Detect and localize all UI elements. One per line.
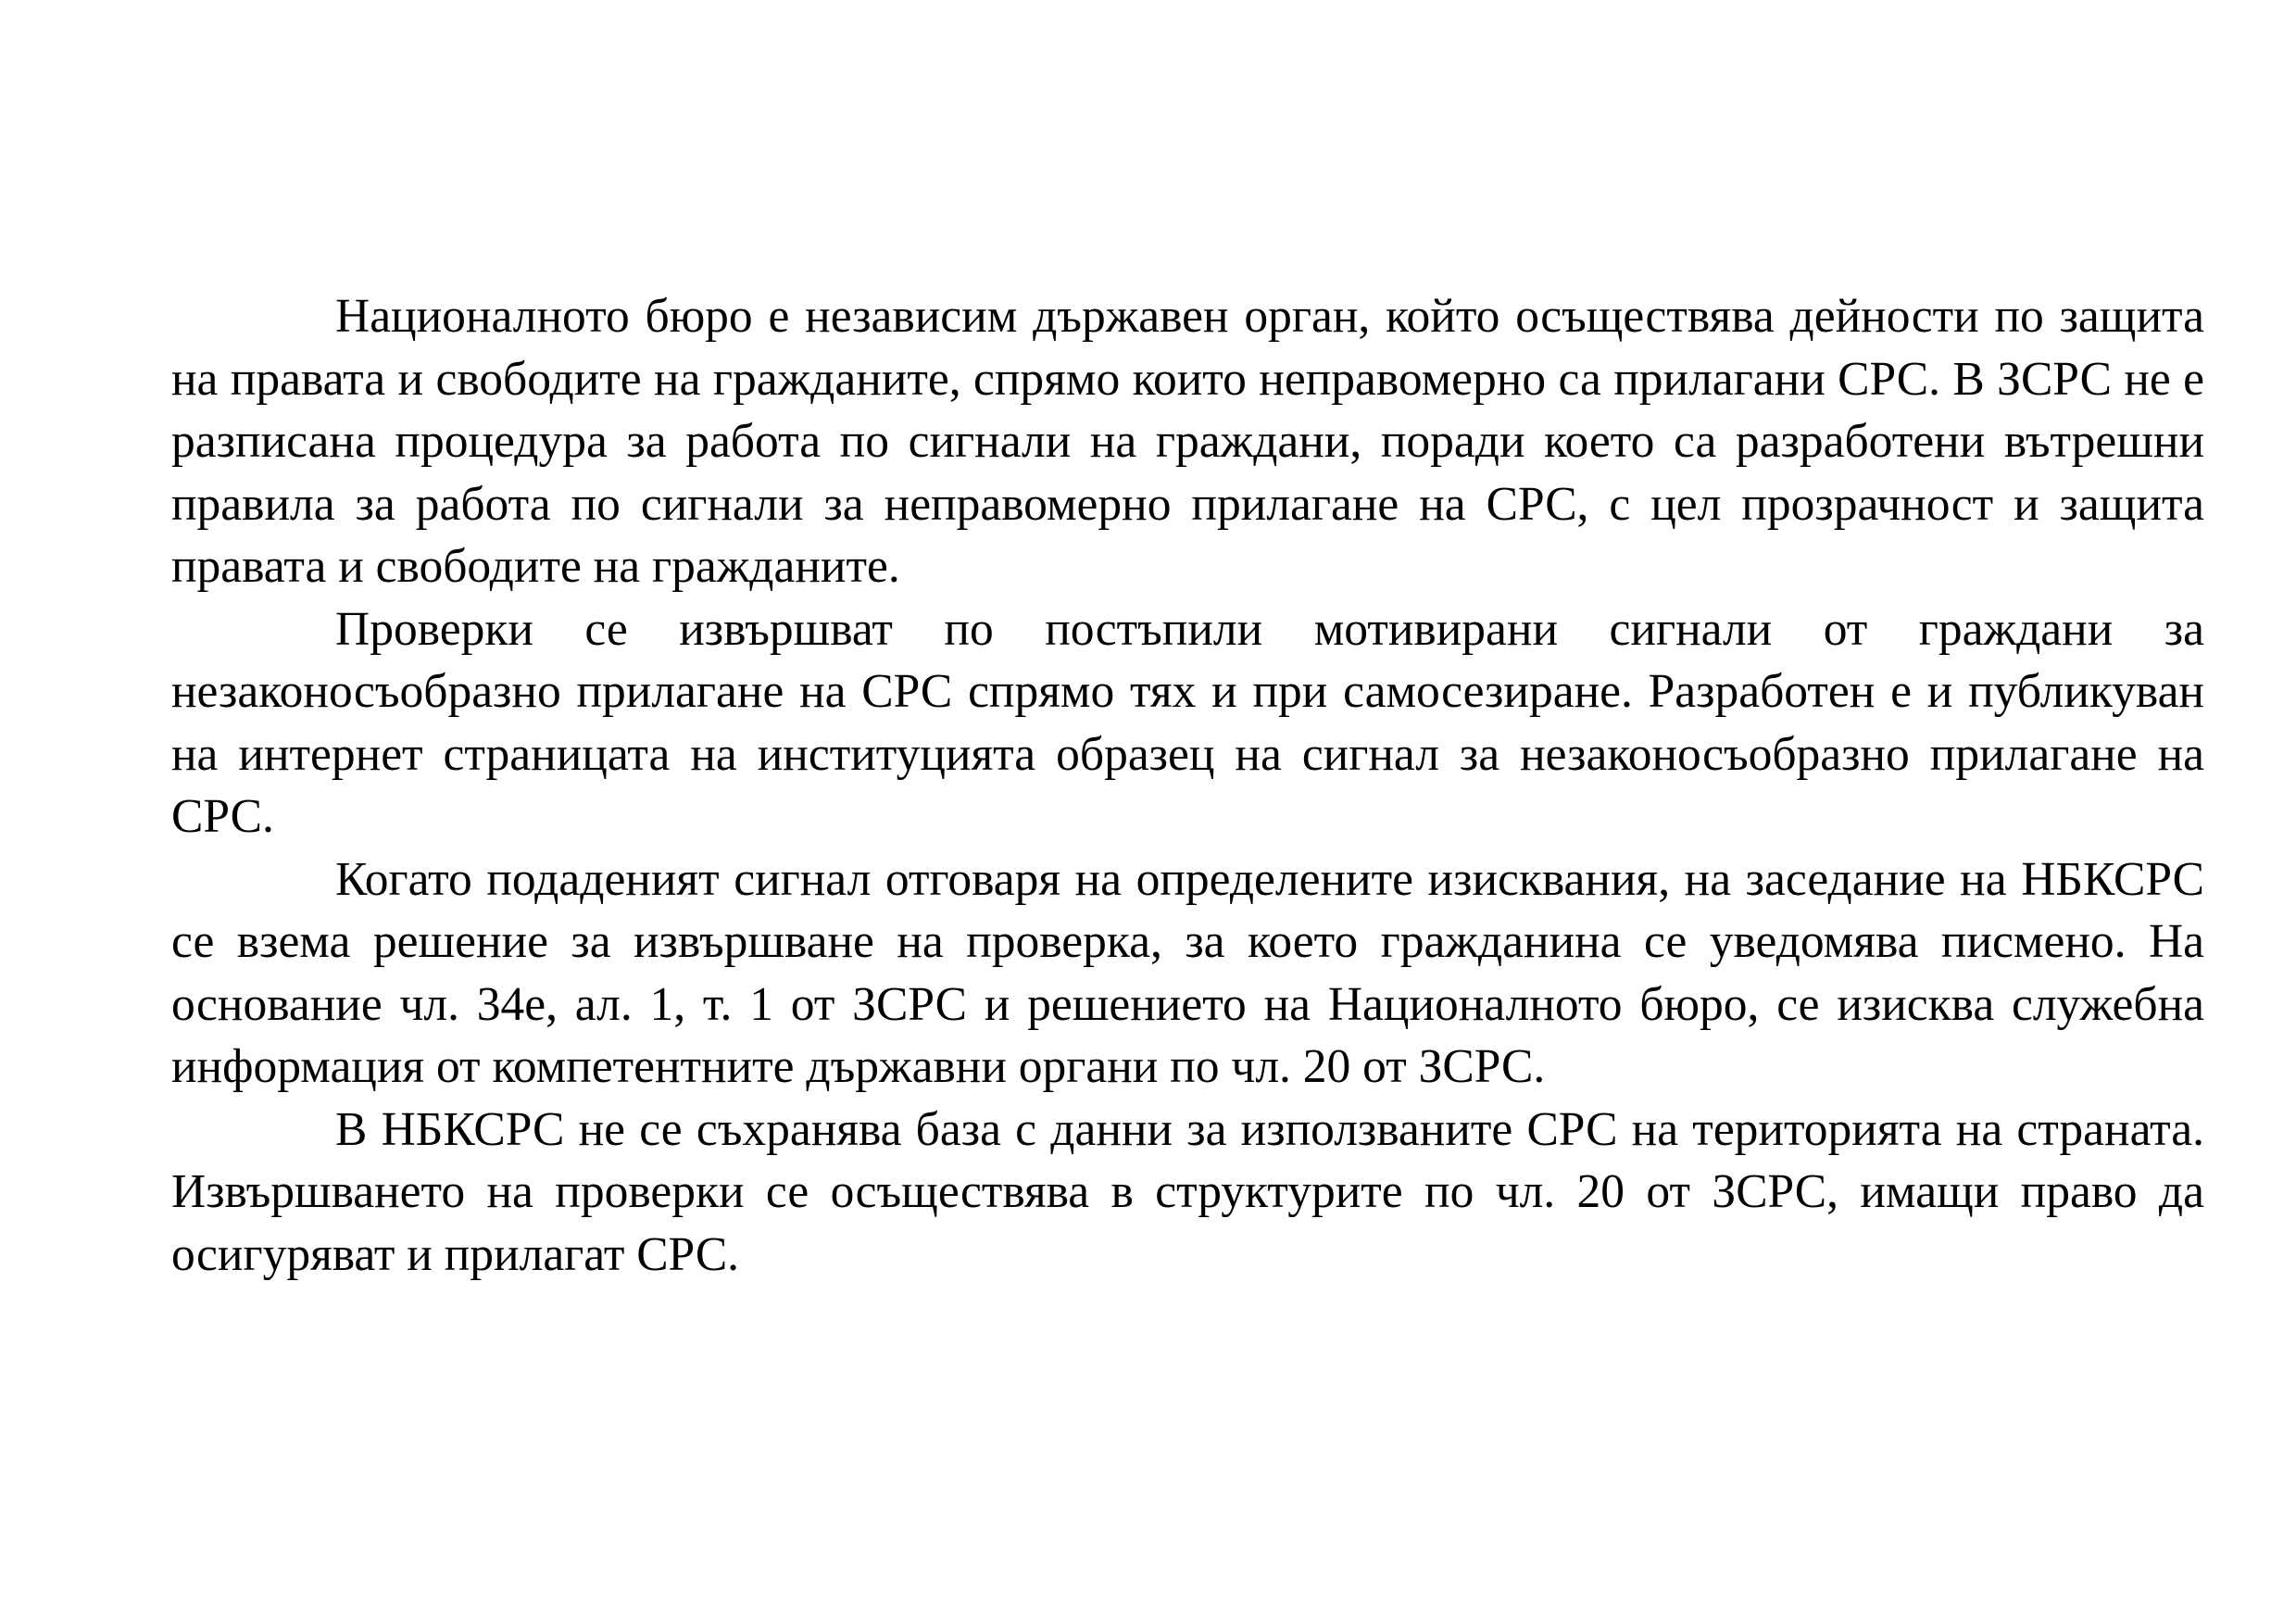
- paragraph-database: В НБКСРС не се съхранява база с данни за използваните СРС на територията на страната. Извършването на проверки се осъществява в структурите по чл. 20 от ЗСРС, имащи право да осигуряват и прилагат СРС.: [171, 1102, 2204, 1281]
- paragraph-inspections: Проверки се извършват по постъпили мотивирани сигнали от граждани за незаконосъобразно прилагане на СРС спрямо тях и при самосезиране. Разработен е и публикуван на интернет страницата на институцията образец на сигнал за незаконосъобразно прилагане на СРС.: [171, 602, 2204, 843]
- paragraph-national-bureau: Националното бюро е независим държавен орган, който осъществява дейности по защита на правата и свободите на гражданите, спрямо които неправомерно са прилагани СРС. В ЗСРС не е разписана процедура за работа по сигнали на граждани, поради което са разработени вътрешни правила за работа по сигнали за неправомерно прилагане на СРС, с цел прозрачност и защита правата и свободите на гражданите.: [171, 290, 2204, 593]
- document-body: [171, 285, 2204, 1286]
- paragraph-signal-procedure: Когато подаденият сигнал отговаря на определените изисквания, на заседание на НБКСРС се взема решение за извършване на проверка, за което гражданина се уведомява писмено. На основание чл. 34е, ал. 1, т. 1 от ЗСРС и решението на Националното бюро, се изисква служебна информация от компетентните държавни органи по чл. 20 от ЗСРС.: [171, 852, 2204, 1093]
